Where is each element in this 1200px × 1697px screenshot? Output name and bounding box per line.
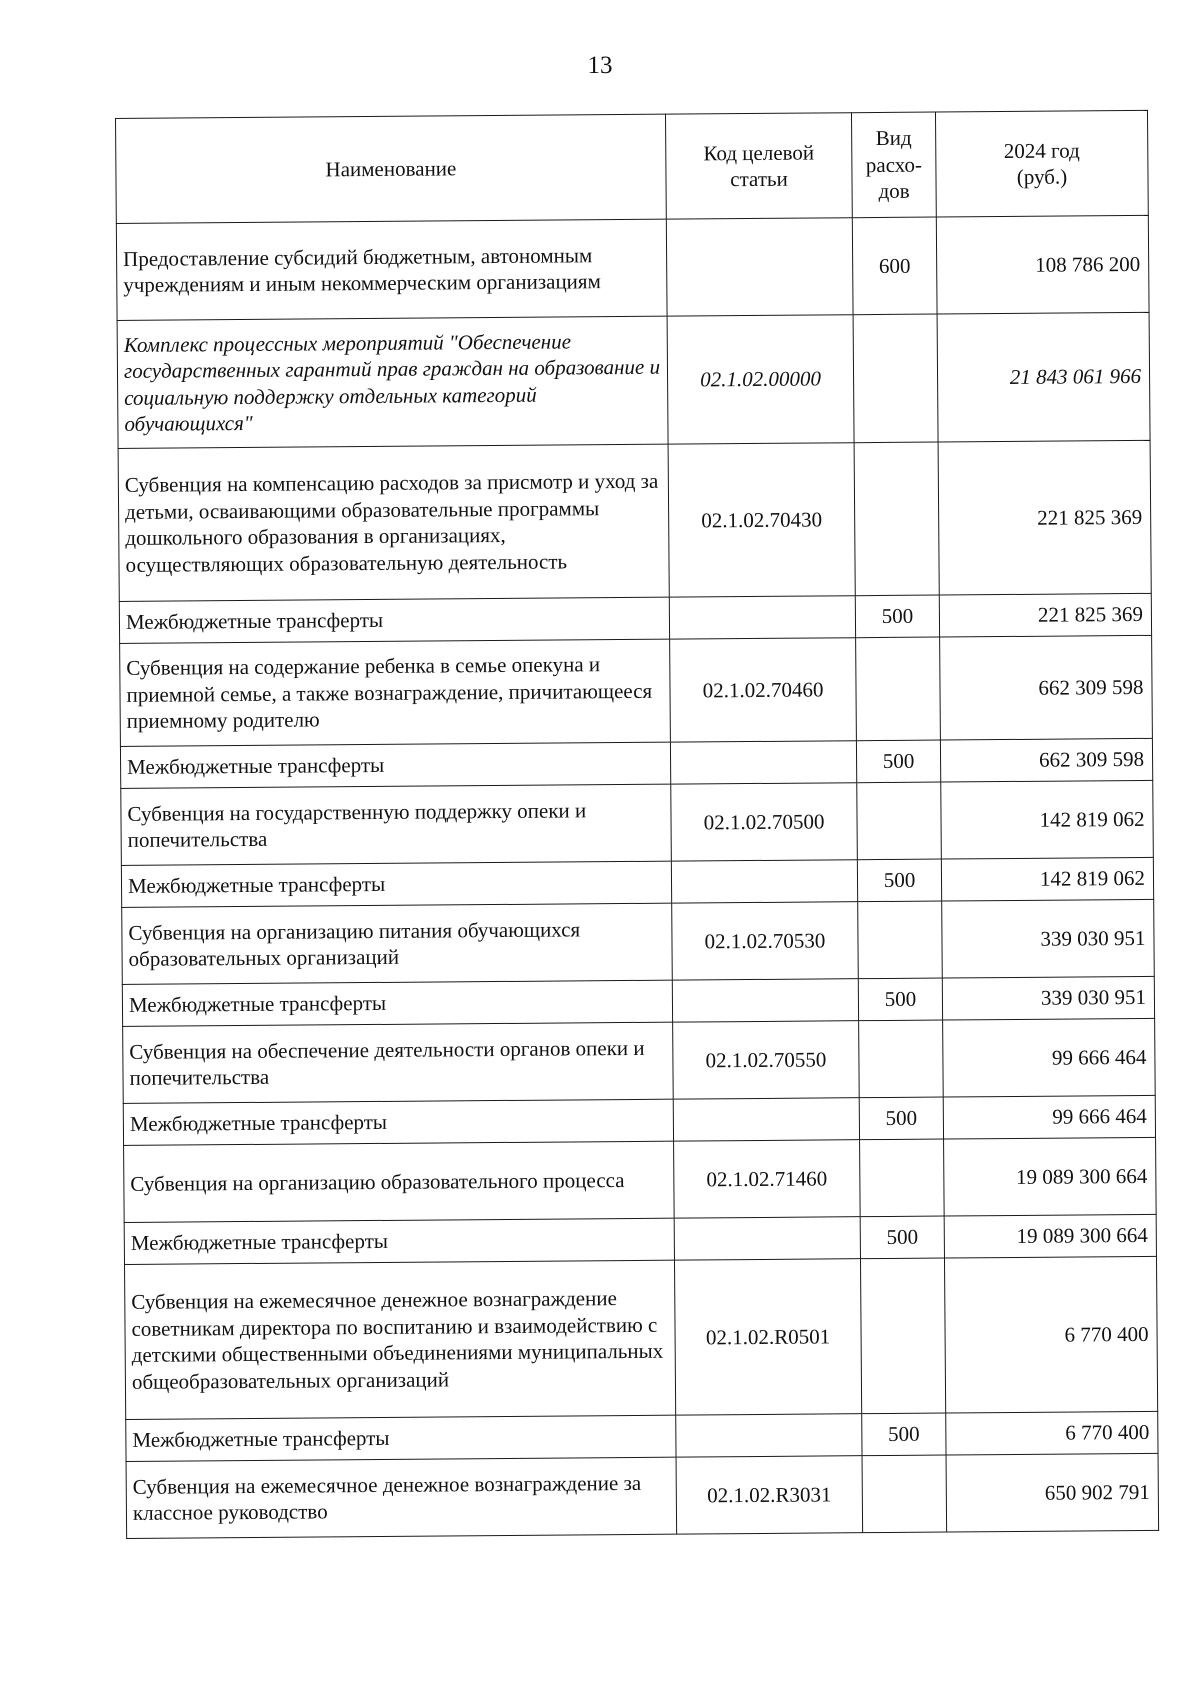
table-row (124, 1137, 1157, 1222)
row-name: Субвенция на обеспечение деятельности органов опеки и попечительства (123, 1022, 674, 1103)
row-amount: 662 309 598 (940, 635, 1153, 740)
row-code (671, 860, 857, 903)
header-row (116, 110, 1149, 223)
row-name: Межбюджетные трансферты (124, 1218, 674, 1264)
row-type: 500 (860, 1216, 944, 1259)
row-amount: 99 666 464 (943, 1095, 1155, 1139)
row-code: 02.1.02.00000 (667, 315, 854, 444)
row-name: Межбюджетные трансферты (121, 861, 671, 907)
row-name: Субвенция на ежемесячное денежное вознаграждение советникам директора по воспитанию и взаимодействию с детскими общественными объединениями муниципальных общеобразовательных организаций (125, 1260, 676, 1419)
row-amount: 662 309 598 (940, 738, 1152, 782)
table-row (126, 1453, 1159, 1538)
header-amount-line: 2024 год (1003, 137, 1080, 163)
header-type-line: расхо- (865, 152, 923, 177)
table-row (122, 899, 1155, 984)
row-amount: 19 089 300 664 (944, 1214, 1156, 1258)
row-type (853, 314, 938, 443)
row-name: Межбюджетные трансферты (119, 597, 669, 643)
row-code (672, 979, 858, 1022)
row-name: Межбюджетные трансферты (126, 1415, 676, 1461)
row-amount: 221 825 369 (939, 593, 1151, 637)
row-type (854, 442, 939, 596)
row-code: 02.1.02.70530 (672, 902, 859, 980)
row-amount: 21 843 061 966 (937, 312, 1150, 442)
row-amount: 339 030 951 (942, 899, 1155, 978)
row-type (860, 1258, 945, 1414)
row-code (669, 596, 855, 639)
row-name: Межбюджетные трансферты (122, 980, 672, 1026)
table-row (121, 780, 1154, 865)
row-amount: 142 819 062 (941, 857, 1153, 901)
row-code: 02.1.02.70430 (668, 443, 855, 597)
header-name: Наименование (116, 114, 667, 223)
row-type: 500 (855, 595, 939, 638)
header-type-line: дов (878, 179, 910, 204)
row-code: 02.1.02.70550 (673, 1021, 860, 1099)
table-row (125, 1256, 1158, 1419)
row-type (858, 901, 943, 979)
row-code (674, 1217, 860, 1260)
row-name: Субвенция на государственную поддержку опеки и попечительства (121, 784, 672, 865)
table-row (117, 312, 1150, 448)
table-row (123, 1018, 1156, 1103)
row-code: 02.1.02.70460 (670, 638, 857, 742)
row-amount: 6 770 400 (944, 1256, 1157, 1413)
budget-table (115, 110, 1159, 1539)
row-amount: 108 786 200 (936, 215, 1149, 314)
header-amount-line: (руб.) (1016, 164, 1068, 189)
row-name: Комплекс процессных мероприятий "Обеспечение государственных гарантий прав граждан на образование и социальную поддержку отдельных категорий обучающихся" (117, 316, 668, 448)
row-type: 500 (857, 859, 941, 902)
header-type (851, 112, 936, 218)
row-code: 02.1.02.R0501 (674, 1259, 861, 1415)
row-code: 02.1.02.R3031 (676, 1456, 863, 1534)
row-type (859, 1020, 944, 1098)
row-type: 500 (856, 740, 940, 783)
row-type: 500 (858, 978, 942, 1021)
row-amount: 6 770 400 (946, 1411, 1158, 1455)
header-amount (935, 110, 1148, 217)
row-code: 02.1.02.70500 (671, 783, 858, 861)
row-type (862, 1455, 947, 1533)
row-amount: 221 825 369 (938, 440, 1151, 595)
row-name: Межбюджетные трансферты (120, 742, 670, 788)
row-name: Субвенция на компенсацию расходов за присмотр и уход за детьми, осваивающими образовательные программы дошкольного образования в организациях, осуществляющих образовательную деятельность (118, 444, 669, 601)
row-type: 500 (859, 1097, 943, 1140)
header-code-line: статьи (730, 166, 788, 192)
header-type-line: Вид (875, 125, 912, 151)
row-type (857, 782, 942, 860)
row-name: Межбюджетные трансферты (123, 1099, 673, 1145)
page-number: 13 (587, 52, 613, 79)
row-type: 600 (852, 217, 937, 315)
table-header (116, 110, 1149, 223)
row-name: Субвенция на ежемесячное денежное вознаграждение за классное руководство (126, 1457, 677, 1538)
row-name: Субвенция на организацию образовательного процесса (124, 1141, 675, 1222)
row-name: Субвенция на организацию питания обучающихся образовательных организаций (122, 903, 673, 984)
row-amount: 142 819 062 (941, 780, 1154, 859)
row-type (860, 1139, 945, 1217)
row-type: 500 (862, 1413, 946, 1456)
row-amount: 650 902 791 (946, 1453, 1159, 1532)
row-code (673, 1098, 859, 1141)
row-code (676, 1414, 862, 1457)
row-code (670, 741, 856, 784)
row-name: Предоставление субсидий бюджетным, автономным учреждениям и иным некоммерческим организациям (116, 219, 667, 320)
header-code (665, 113, 852, 219)
header-code-line: Код целевой (703, 140, 815, 165)
row-amount: 339 030 951 (942, 976, 1154, 1020)
table-body (116, 215, 1158, 1538)
row-type (856, 637, 941, 741)
table-row (118, 440, 1151, 601)
row-amount: 99 666 464 (943, 1018, 1156, 1097)
table-row (120, 635, 1153, 746)
row-code: 02.1.02.71460 (674, 1140, 861, 1218)
row-name: Субвенция на содержание ребенка в семье опекуна и приемной семье, а также вознаграждение, причитающееся приемному родителю (120, 639, 671, 746)
row-amount: 19 089 300 664 (944, 1137, 1157, 1216)
row-code (666, 218, 853, 316)
table-row (116, 215, 1149, 320)
